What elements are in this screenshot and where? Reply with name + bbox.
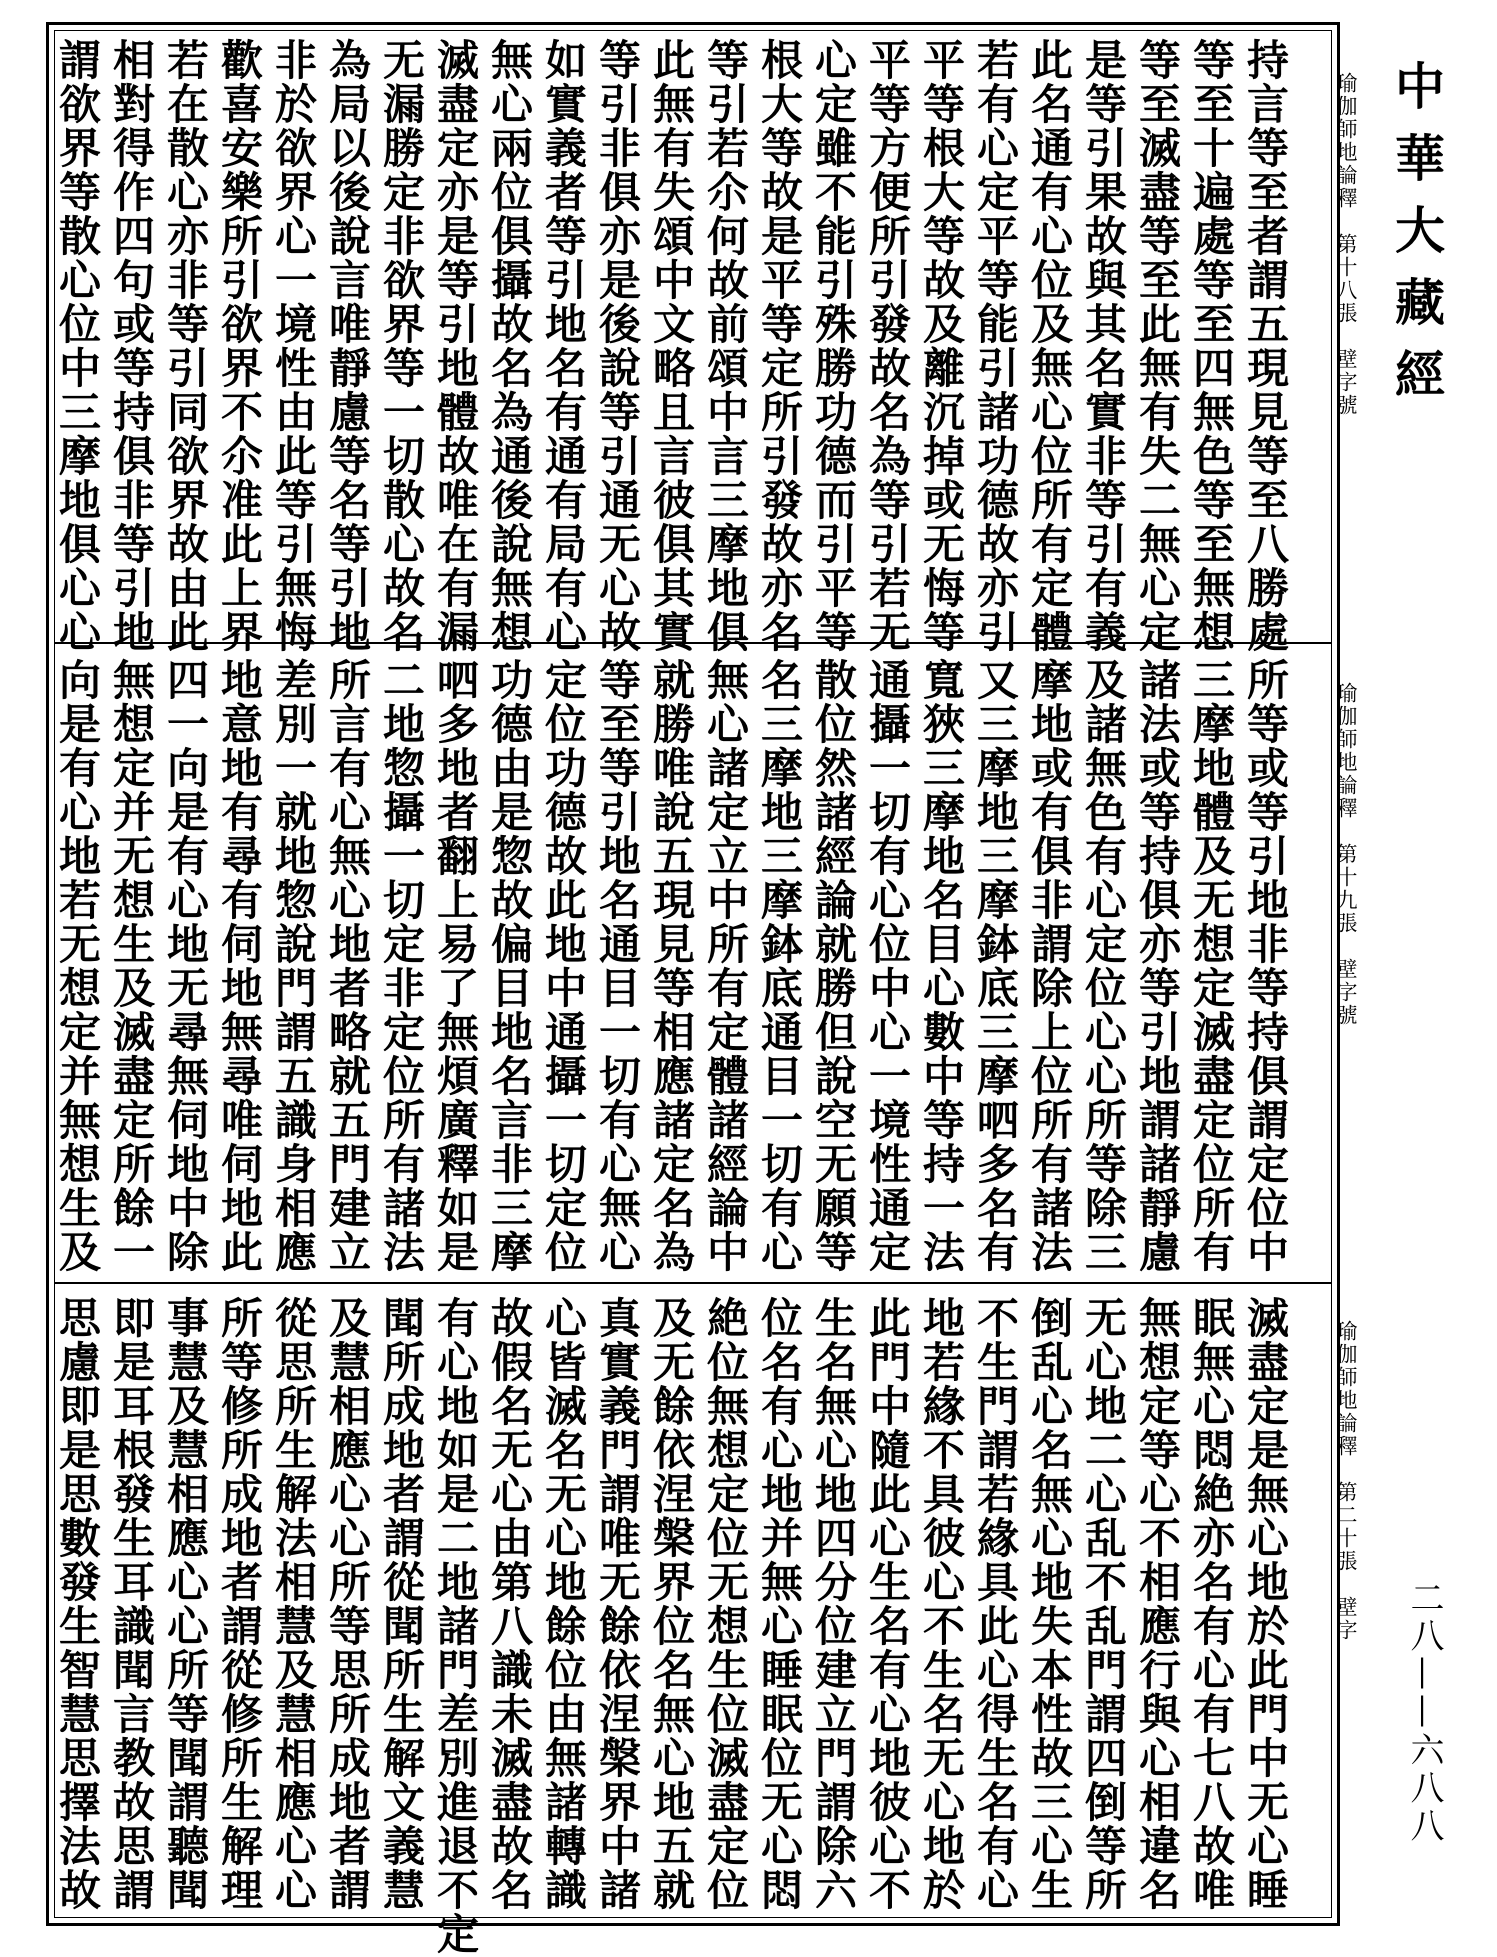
margin-note: 瑜伽師地論釋 第十九張 壁字號 (1334, 682, 1358, 1027)
text-column: 又三摩地三摩鉢底三摩呬多名有 (971, 658, 1020, 1274)
text-column: 三摩地體及无想定滅盡定位所有 (1187, 658, 1236, 1274)
text-column: 相對得作四句或等持俱非等引地 (107, 38, 156, 654)
text-column: 歡喜安樂所引欲界不尒准此上界 (215, 38, 264, 654)
text-column: 向是有心地若无想定并無想生及 (53, 658, 102, 1274)
page-number: 二八——六八八 (1404, 1580, 1444, 1846)
text-column: 真實義門謂唯无餘依涅槃界中諸 (593, 1296, 642, 1912)
text-column: 無想定并无想生及滅盡定所餘一 (107, 658, 156, 1274)
text-column: 絶位無想定位无想生位滅盡定位 (701, 1296, 750, 1912)
text-columns (52, 1296, 1290, 1956)
text-column: 平等根大等故及離沉掉或无悔等 (917, 38, 966, 654)
text-column: 二地惣攝一切定非定位所有諸法 (377, 658, 426, 1274)
text-column: 地若緣不具彼心不生名无心地於 (917, 1296, 966, 1912)
collection-title: 中華大藏經 (1387, 60, 1446, 420)
panel-divider (54, 1282, 1332, 1284)
text-columns (52, 38, 1290, 654)
text-column: 名三摩地三摩鉢底通目一切有心 (755, 658, 804, 1274)
text-column: 所等修所成地者謂從修所生解理 (215, 1296, 264, 1912)
text-column: 事慧及慧相應心心所等聞謂聽聞 (161, 1296, 210, 1912)
text-column: 所言有心無心地者略就五門建立 (323, 658, 372, 1274)
text-column: 無想定等心不相應行與心相違名 (1133, 1296, 1182, 1912)
text-column: 即是耳根發生耳識聞言教故思謂 (107, 1296, 156, 1912)
text-column: 非於欲界心一境性由此等引無悔 (269, 38, 318, 654)
margin-note: 瑜伽師地論釋 第十八張 壁字號 (1334, 72, 1358, 417)
text-column: 就勝唯說五現見等相應諸定名為 (647, 658, 696, 1274)
text-column: 心定雖不能引殊勝功德而引平等 (809, 38, 858, 654)
text-column: 根大等故是平等定所引發故亦名 (755, 38, 804, 654)
text-column: 此名通有心位及無心位所有定體 (1025, 38, 1074, 654)
text-column: 功德由是惣故偏目地名言非三摩 (485, 658, 534, 1274)
text-column: 位名有心地并無心睡眠位无心悶 (755, 1296, 804, 1912)
text-column: 若有心定平等能引諸功德故亦引 (971, 38, 1020, 654)
text-column: 倒乱心名無心地失本性故三心生 (1025, 1296, 1074, 1912)
text-column: 是等引果故與其名實非等引有義 (1079, 38, 1128, 654)
text-column: 地意地有尋有伺地無尋唯伺地此 (215, 658, 264, 1274)
text-column: 思慮即是思數發生智慧思擇法故 (53, 1296, 102, 1912)
text-column: 等引非俱亦是後說等引通无心故 (593, 38, 642, 654)
text-column: 無心兩位俱攝故名為通後說無想 (485, 38, 534, 654)
text-column: 四一向是有心地无尋無伺地中除 (161, 658, 210, 1274)
text-column: 不生門謂若緣具此心得生名有心 (971, 1296, 1020, 1912)
text-column: 心皆滅名无心地餘位由無諸轉識 (539, 1296, 588, 1912)
text-column: 此無有失頌中文略且言彼俱其實 (647, 38, 696, 654)
text-column: 此門中隨此心生名有心地彼心不 (863, 1296, 912, 1912)
text-column: 所等或等引地非等持俱謂定位中 (1241, 658, 1290, 1274)
text-column: 差別一就地惣說門謂五識身相應 (269, 658, 318, 1274)
text-column: 諸法或等持俱亦等引地謂諸靜慮 (1133, 658, 1182, 1274)
text-column: 若在散心亦非等引同欲界故由此 (161, 38, 210, 654)
text-column: 摩地或有俱非謂除上位所有諸法 (1025, 658, 1074, 1274)
text-column: 等引若尒何故前頌中言三摩地俱 (701, 38, 750, 654)
text-column: 及慧相應心心所等思所成地者謂 (323, 1296, 372, 1912)
text-column: 散位然諸經論就勝但說空无願等 (809, 658, 858, 1274)
text-column: 无漏勝定非欲界等一切散心故名 (377, 38, 426, 654)
text-column: 呬多地者翻上易了無煩廣釋如是 (431, 658, 480, 1274)
text-column: 如實義者等引地名有通有局有心 (539, 38, 588, 654)
text-column: 通攝一切有心位中心一境性通定 (863, 658, 912, 1274)
text-column: 故假名无心由第八識未滅盡故名 (485, 1296, 534, 1912)
text-column: 持言等至者謂五現見等至八勝處 (1241, 38, 1290, 654)
text-column: 從思所生解法相慧及慧相應心心 (269, 1296, 318, 1912)
text-column: 平等方便所引發故名為等引若无 (863, 38, 912, 654)
text-column: 滅盡定亦是等引地體故唯在有漏 (431, 38, 480, 654)
margin-note: 瑜伽師地論釋 第二十張 壁字 (1334, 1320, 1358, 1642)
text-column: 滅盡定是無心地於此門中无心睡 (1241, 1296, 1290, 1912)
text-column: 生名無心地四分位建立門謂除六 (809, 1296, 858, 1912)
text-column: 眠無心悶絶亦名有心有七八故唯 (1187, 1296, 1236, 1912)
text-column: 聞所成地者謂從聞所生解文義慧 (377, 1296, 426, 1912)
text-column: 有心地如是二地諸門差別進退不定 (431, 1296, 480, 1956)
text-column: 等至等引地名通目一切有心無心 (593, 658, 642, 1274)
scripture-panel-2 (53, 652, 1358, 1274)
text-column: 及无餘依涅槃界位名無心地五就 (647, 1296, 696, 1912)
text-column: 謂欲界等散心位中三摩地俱心心 (53, 38, 102, 654)
text-column: 及諸無色有心定位心心所等除三 (1079, 658, 1128, 1274)
text-column: 為局以後說言唯靜慮等名等引地 (323, 38, 372, 654)
text-column: 無心諸定立中所有定體諸經論中 (701, 658, 750, 1274)
text-column: 等至十遍處等至四無色等至無想 (1187, 38, 1236, 654)
text-column: 无心地二心乱不乱門謂四倒等所 (1079, 1296, 1128, 1912)
text-column: 寬狹三摩地名目心數中等持一法 (917, 658, 966, 1274)
text-column: 定位功德故此地中通攝一切定位 (539, 658, 588, 1274)
scripture-panel-1 (53, 32, 1358, 654)
text-columns (52, 658, 1290, 1274)
text-column: 等至滅盡等至此無有失二無心定 (1133, 38, 1182, 654)
scripture-panel-3 (53, 1290, 1358, 1956)
